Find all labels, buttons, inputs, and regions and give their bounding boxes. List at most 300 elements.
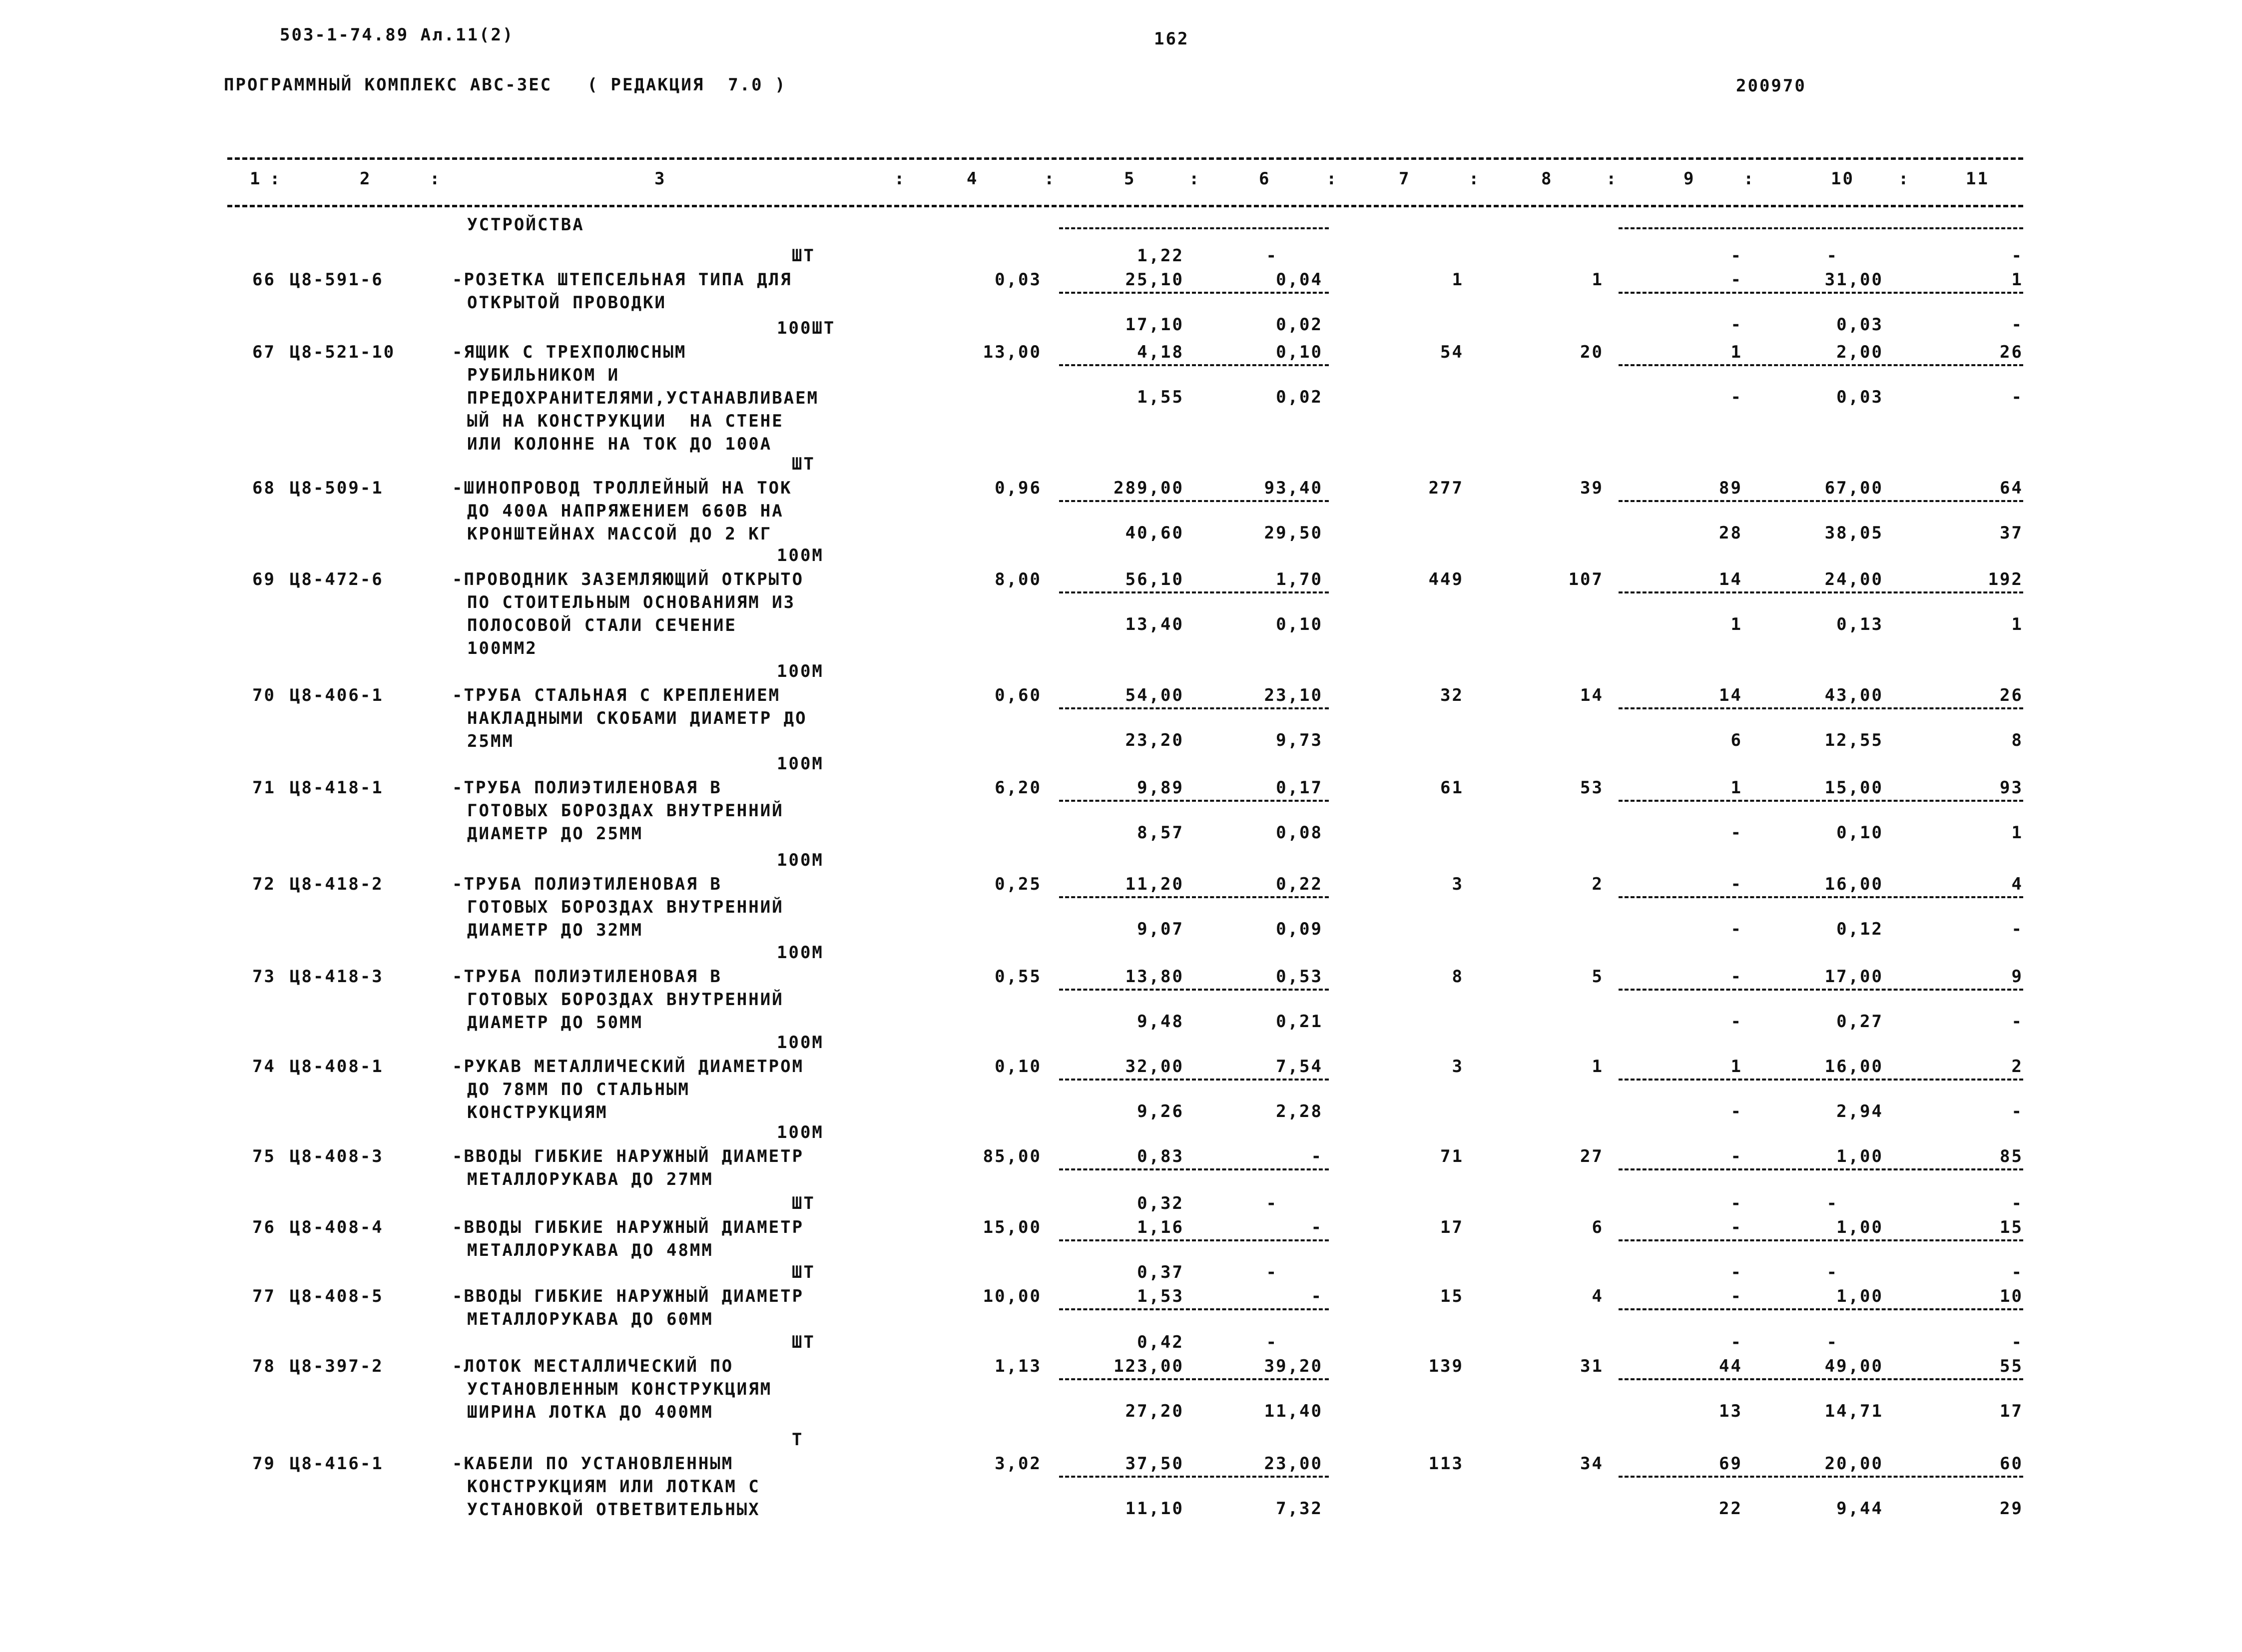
value-10: 2,00 [1836,342,1883,362]
value-9: - [1730,1286,1742,1306]
separator-line [1619,1308,2023,1310]
value-10: 20,00 [1824,1454,1883,1474]
value-8: 34 [1580,1454,1604,1474]
description-line: -ПРОВОДНИК ЗАЗЕМЛЯЮЩИЙ ОТКРЫТО [452,569,804,589]
description-line: -ШИНОПРОВОД ТРОЛЛЕЙНЫЙ НА ТОК [452,478,792,498]
description-line: ДИАМЕТР ДО 50ММ [467,1013,643,1033]
value-b-9: - [1730,823,1742,843]
quantity-value: 13,00 [983,342,1042,362]
code-label: Ц8-397-2 [290,1356,384,1376]
description-line: ДО 400А НАПРЯЖЕНИЕМ 660В НА [467,501,784,521]
value-9: 89 [1719,478,1742,498]
value-b-6: 0,09 [1276,919,1323,939]
value-b-5: 27,20 [1125,1401,1184,1421]
code-label: Ц8-418-2 [290,874,384,894]
code-label: Ц8-591-6 [290,270,384,290]
value-b-6: 29,50 [1264,523,1323,543]
value-6: - [1311,1146,1323,1166]
value-7: 277 [1428,478,1464,498]
unit-label: 100М [777,1122,824,1142]
quantity-value: 0,10 [995,1057,1042,1077]
value-8: 107 [1568,569,1604,589]
value-9: 1 [1730,1057,1742,1077]
value-b-10: 12,55 [1824,730,1883,750]
value-b-11: - [2011,1012,2023,1032]
unit-label: 100М [777,754,824,774]
separator-line [1619,707,2023,709]
value-b-9: - [1730,1012,1742,1032]
description-line: МЕТАЛЛОРУКАВА ДО 60ММ [467,1309,713,1329]
separator-line [1059,800,1329,802]
date-code: 200970 [1736,76,1806,96]
column-header: 11 [1966,169,1989,189]
value-7: 139 [1428,1356,1464,1376]
value-11: 93 [2000,778,2023,798]
value-b-5: 9,48 [1137,1012,1184,1032]
value-11: 10 [2000,1286,2023,1306]
column-divider: : [1189,169,1201,189]
unit-label: 100М [777,661,824,681]
description-line: -ВВОДЫ ГИБКИЕ НАРУЖНЫЙ ДИАМЕТР [452,1146,804,1166]
description-line: ДИАМЕТР ДО 32ММ [467,920,643,940]
separator-line [1059,1079,1329,1081]
description-line: ГОТОВЫХ БОРОЗДАХ ВНУТРЕННИЙ [467,897,784,917]
column-divider: : [1898,169,1910,189]
value-b-6: 0,10 [1276,614,1323,634]
value-b-5: 17,10 [1125,315,1184,335]
column-header: 4 [967,169,979,189]
value-prev-10: - [1826,1332,1838,1352]
unit-label: ШТ [792,1262,815,1282]
separator-line [1059,707,1329,709]
description-line: НАКЛАДНЫМИ СКОБАМИ ДИАМЕТР ДО [467,708,807,728]
value-11: 64 [2000,478,2023,498]
column-divider: : [1469,169,1481,189]
column-header: 8 [1541,169,1553,189]
column-divider: : [430,169,442,189]
value-b-11: 1 [2011,823,2023,843]
value-7: 8 [1452,967,1464,987]
value-b-10: 14,71 [1824,1401,1883,1421]
description-line: ШИРИНА ЛОТКА ДО 400ММ [467,1402,713,1422]
description-line: -ТРУБА СТАЛЬНАЯ С КРЕПЛЕНИЕМ [452,685,781,705]
value-prev-10: - [1826,1262,1838,1282]
value-10: 49,00 [1824,1356,1883,1376]
description-line: -ТРУБА ПОЛИЭТИЛЕНОВАЯ В [452,874,722,894]
value-5: 1,53 [1137,1286,1184,1306]
value-7: 32 [1440,685,1464,705]
code-label: Ц8-472-6 [290,569,384,589]
separator-line [1619,1079,2023,1081]
value-b-11: - [2011,1101,2023,1121]
value-10: 16,00 [1824,874,1883,894]
value-b-10: 0,13 [1836,614,1883,634]
value-9: - [1730,1146,1742,1166]
value-10: 24,00 [1824,569,1883,589]
value-b-10: 38,05 [1824,523,1883,543]
code-label: Ц8-408-1 [290,1057,384,1077]
value-prev-6: - [1266,1193,1278,1213]
description-line: -ТРУБА ПОЛИЭТИЛЕНОВАЯ В [452,778,722,798]
description-line: ГОТОВЫХ БОРОЗДАХ ВНУТРЕННИЙ [467,990,784,1010]
separator-line [1059,292,1329,294]
description-line: УСТАНОВКОЙ ОТВЕТВИТЕЛЬНЫХ [467,1500,760,1520]
code-label: Ц8-408-3 [290,1146,384,1166]
value-11: 60 [2000,1454,2023,1474]
value-7: 113 [1428,1454,1464,1474]
value-b-10: 0,10 [1836,823,1883,843]
value-10: 1,00 [1836,1146,1883,1166]
value-6: 0,17 [1276,778,1323,798]
column-header: 1 [250,169,262,189]
value-5: 56,10 [1125,569,1184,589]
quantity-value: 0,25 [995,874,1042,894]
value-b-5: 13,40 [1125,614,1184,634]
value-9: - [1730,967,1742,987]
description-line: -КАБЕЛИ ПО УСТАНОВЛЕННЫМ [452,1454,734,1474]
value-b-5: 9,07 [1137,919,1184,939]
description-line: ДО 78ММ ПО СТАЛЬНЫМ [467,1080,690,1100]
value-9: 1 [1730,342,1742,362]
row-number: 70 [252,685,276,705]
quantity-value: 85,00 [983,1146,1042,1166]
value-9: 14 [1719,569,1742,589]
value-9: - [1730,874,1742,894]
row-number: 73 [252,967,276,987]
value-10: 43,00 [1824,685,1883,705]
value-6: 23,00 [1264,1454,1323,1474]
value-7: 3 [1452,1057,1464,1077]
description-line: -ЯЩИК С ТРЕХПОЛЮСНЫМ [452,342,687,362]
value-prev-10: - [1826,246,1838,266]
value-b-9: - [1730,919,1742,939]
value-11: 26 [2000,342,2023,362]
separator-line [1059,1476,1329,1478]
value-11: 55 [2000,1356,2023,1376]
separator-line [227,157,2023,160]
row-number: 67 [252,342,276,362]
description-line: 25ММ [467,731,514,751]
quantity-value: 0,96 [995,478,1042,498]
value-b-11: 29 [2000,1499,2023,1519]
value-b-10: 2,94 [1836,1101,1883,1121]
value-b-9: - [1730,1101,1742,1121]
value-b-5: 1,55 [1137,387,1184,407]
value-prev-11: - [2011,246,2023,266]
value-11: 15 [2000,1217,2023,1237]
quantity-value: 6,20 [995,778,1042,798]
column-divider: : [1743,169,1755,189]
separator-line [1619,364,2023,366]
separator-line [1059,500,1329,502]
unit-label: ШТ [792,1332,815,1352]
separator-line [1059,896,1329,898]
value-8: 53 [1580,778,1604,798]
description-line: ПОЛОСОВОЙ СТАЛИ СЕЧЕНИЕ [467,615,737,635]
value-10: 67,00 [1824,478,1883,498]
value-b-6: 7,32 [1276,1499,1323,1519]
quantity-value: 0,60 [995,685,1042,705]
value-8: 1 [1592,270,1604,290]
value-prev-5: 0,42 [1137,1332,1184,1352]
code-label: Ц8-509-1 [290,478,384,498]
value-b-6: 11,40 [1264,1401,1323,1421]
value-prev-9: - [1730,246,1742,266]
row-number: 78 [252,1356,276,1376]
value-b-6: 0,08 [1276,823,1323,843]
description-line: ЫЙ НА КОНСТРУКЦИИ НА СТЕНЕ [467,411,784,431]
value-5: 13,80 [1125,967,1184,987]
value-9: 14 [1719,685,1742,705]
value-b-5: 8,57 [1137,823,1184,843]
value-9: - [1730,1217,1742,1237]
description-line: -РУКАВ МЕТАЛЛИЧЕСКИЙ ДИАМЕТРОМ [452,1057,804,1077]
value-5: 289,00 [1114,478,1184,498]
description-line: ГОТОВЫХ БОРОЗДАХ ВНУТРЕННИЙ [467,801,784,821]
value-b-9: 28 [1719,523,1742,543]
value-b-5: 11,10 [1125,1499,1184,1519]
separator-line [1619,1378,2023,1380]
value-8: 2 [1592,874,1604,894]
code-label: Ц8-406-1 [290,685,384,705]
value-11: 2 [2011,1057,2023,1077]
value-b-9: 1 [1730,614,1742,634]
value-b-10: 0,12 [1836,919,1883,939]
column-header: 7 [1399,169,1411,189]
row-number: 79 [252,1454,276,1474]
value-5: 9,89 [1137,778,1184,798]
value-7: 449 [1428,569,1464,589]
doc-code: 503-1-74.89 Ал.11(2) [280,25,515,45]
description-line: -ВВОДЫ ГИБКИЕ НАРУЖНЫЙ ДИАМЕТР [452,1286,804,1306]
value-11: 85 [2000,1146,2023,1166]
code-label: Ц8-418-1 [290,778,384,798]
value-b-11: 17 [2000,1401,2023,1421]
value-prev-5: 1,22 [1137,246,1184,266]
quantity-value: 8,00 [995,569,1042,589]
value-prev-9: - [1730,1262,1742,1282]
value-b-6: 0,02 [1276,315,1323,335]
value-b-6: 2,28 [1276,1101,1323,1121]
value-5: 32,00 [1125,1057,1184,1077]
description-line: ПРЕДОХРАНИТЕЛЯМИ,УСТАНАВЛИВАЕМ [467,388,819,408]
description-line: ДИАМЕТР ДО 25ММ [467,824,643,844]
value-11: 9 [2011,967,2023,987]
row-number: 66 [252,270,276,290]
value-6: 39,20 [1264,1356,1323,1376]
value-b-11: - [2011,919,2023,939]
value-8: 39 [1580,478,1604,498]
unit-label: 100М [777,850,824,870]
value-7: 61 [1440,778,1464,798]
value-6: 23,10 [1264,685,1323,705]
value-b-6: 9,73 [1276,730,1323,750]
value-prev-11: - [2011,1332,2023,1352]
value-5: 11,20 [1125,874,1184,894]
page-number: 162 [1154,29,1189,49]
column-header: 10 [1831,169,1854,189]
value-6: 0,10 [1276,342,1323,362]
value-5: 37,50 [1125,1454,1184,1474]
row-number: 75 [252,1146,276,1166]
code-label: Ц8-408-4 [290,1217,384,1237]
description-line: МЕТАЛЛОРУКАВА ДО 27ММ [467,1169,713,1189]
value-prev-9: - [1730,1332,1742,1352]
code-label: Ц8-521-10 [290,342,396,362]
value-8: 4 [1592,1286,1604,1306]
value-8: 27 [1580,1146,1604,1166]
value-6: 0,04 [1276,270,1323,290]
row-number: 76 [252,1217,276,1237]
code-label: Ц8-408-5 [290,1286,384,1306]
value-b-10: 9,44 [1836,1499,1883,1519]
value-b-11: 1 [2011,614,2023,634]
value-b-11: 37 [2000,523,2023,543]
column-header: 3 [654,169,666,189]
separator-line [1059,1168,1329,1170]
column-divider: : [270,169,282,189]
value-b-6: 0,21 [1276,1012,1323,1032]
value-10: 31,00 [1824,270,1883,290]
value-b-9: - [1730,387,1742,407]
value-10: 17,00 [1824,967,1883,987]
value-5: 25,10 [1125,270,1184,290]
value-prev-5: 0,32 [1137,1193,1184,1213]
row-number: 74 [252,1057,276,1077]
description-line: ИЛИ КОЛОННЕ НА ТОК ДО 100А [467,434,772,454]
value-b-11: - [2011,315,2023,335]
value-b-10: 0,03 [1836,387,1883,407]
column-divider: : [1326,169,1338,189]
separator-line [1619,1168,2023,1170]
separator-line [1619,1476,2023,1478]
quantity-value: 1,13 [995,1356,1042,1376]
value-b-11: 8 [2011,730,2023,750]
value-prev-10: - [1826,1193,1838,1213]
value-prev-11: - [2011,1262,2023,1282]
separator-line [1059,364,1329,366]
description-line: КОНСТРУКЦИЯМ ИЛИ ЛОТКАМ С [467,1477,760,1497]
value-8: 14 [1580,685,1604,705]
unit-label: 100М [777,943,824,963]
value-10: 1,00 [1836,1217,1883,1237]
value-b-6: 0,02 [1276,387,1323,407]
separator-line [1059,989,1329,991]
value-7: 1 [1452,270,1464,290]
value-8: 5 [1592,967,1604,987]
unit-label: ШТ [792,1193,815,1213]
code-label: Ц8-416-1 [290,1454,384,1474]
unit-label: 100М [777,546,824,565]
description-line: -ВВОДЫ ГИБКИЕ НАРУЖНЫЙ ДИАМЕТР [452,1217,804,1237]
value-9: 44 [1719,1356,1742,1376]
description-line: КОНСТРУКЦИЯМ [467,1102,608,1122]
column-header: 9 [1683,169,1695,189]
unit-label: Т [792,1430,804,1450]
description-line: -ЛОТОК МЕСТАЛЛИЧЕСКИЙ ПО [452,1356,734,1376]
description-line: МЕТАЛЛОРУКАВА ДО 48ММ [467,1240,713,1260]
separator-line [227,205,2023,207]
value-7: 54 [1440,342,1464,362]
value-11: 4 [2011,874,2023,894]
value-b-10: 0,03 [1836,315,1883,335]
value-8: 6 [1592,1217,1604,1237]
column-header: 2 [360,169,372,189]
row-number: 69 [252,569,276,589]
value-7: 3 [1452,874,1464,894]
quantity-value: 0,55 [995,967,1042,987]
value-prev-6: - [1266,246,1278,266]
value-5: 4,18 [1137,342,1184,362]
description-line: РУБИЛЬНИКОМ И [467,365,620,385]
value-11: 192 [1988,569,2023,589]
unit-label: ШТ [792,246,815,266]
description-line: ПО СТОИТЕЛЬНЫМ ОСНОВАНИЯМ ИЗ [467,592,796,612]
program-title: ПРОГРАММНЫЙ КОМПЛЕКС АВС-3ЕС ( РЕДАКЦИЯ 7.0 ) [224,75,787,95]
value-7: 71 [1440,1146,1464,1166]
value-8: 31 [1580,1356,1604,1376]
description-line: УСТАНОВЛЕННЫМ КОНСТРУКЦИЯМ [467,1379,772,1399]
separator-line [1619,292,2023,294]
value-b-10: 0,27 [1836,1012,1883,1032]
quantity-value: 3,02 [995,1454,1042,1474]
column-divider: : [1606,169,1618,189]
quantity-value: 0,03 [995,270,1042,290]
description-line: -РОЗЕТКА ШТЕПСЕЛЬНАЯ ТИПА ДЛЯ [452,270,792,290]
separator-line [1619,591,2023,593]
value-9: 1 [1730,778,1742,798]
value-b-9: 6 [1730,730,1742,750]
separator-line [1059,227,1329,229]
value-6: - [1311,1286,1323,1306]
description-line: 100ММ2 [467,638,538,658]
value-8: 20 [1580,342,1604,362]
column-header: 6 [1259,169,1271,189]
value-prev-6: - [1266,1332,1278,1352]
separator-line [1619,896,2023,898]
value-b-9: 13 [1719,1401,1742,1421]
value-prev-11: - [2011,1193,2023,1213]
quantity-value: 15,00 [983,1217,1042,1237]
code-label: Ц8-418-3 [290,967,384,987]
value-9: - [1730,270,1742,290]
value-6: 1,70 [1276,569,1323,589]
separator-line [1619,227,2023,229]
row-number: 68 [252,478,276,498]
row-number: 77 [252,1286,276,1306]
separator-line [1059,1239,1329,1241]
value-b-11: - [2011,387,2023,407]
description-line: КРОНШТЕЙНАХ МАССОЙ ДО 2 КГ [467,524,772,544]
value-9: 69 [1719,1454,1742,1474]
value-6: 0,22 [1276,874,1323,894]
value-10: 16,00 [1824,1057,1883,1077]
separator-line [1059,1378,1329,1380]
value-b-5: 9,26 [1137,1101,1184,1121]
value-prev-6: - [1266,1262,1278,1282]
value-6: 93,40 [1264,478,1323,498]
value-8: 1 [1592,1057,1604,1077]
unit-label: ШТ [792,454,815,474]
value-prev-5: 0,37 [1137,1262,1184,1282]
row-number: 71 [252,778,276,798]
value-10: 15,00 [1824,778,1883,798]
description-line: ОТКРЫТОЙ ПРОВОДКИ [467,293,666,313]
value-7: 17 [1440,1217,1464,1237]
value-5: 1,16 [1137,1217,1184,1237]
value-6: - [1311,1217,1323,1237]
value-7: 15 [1440,1286,1464,1306]
